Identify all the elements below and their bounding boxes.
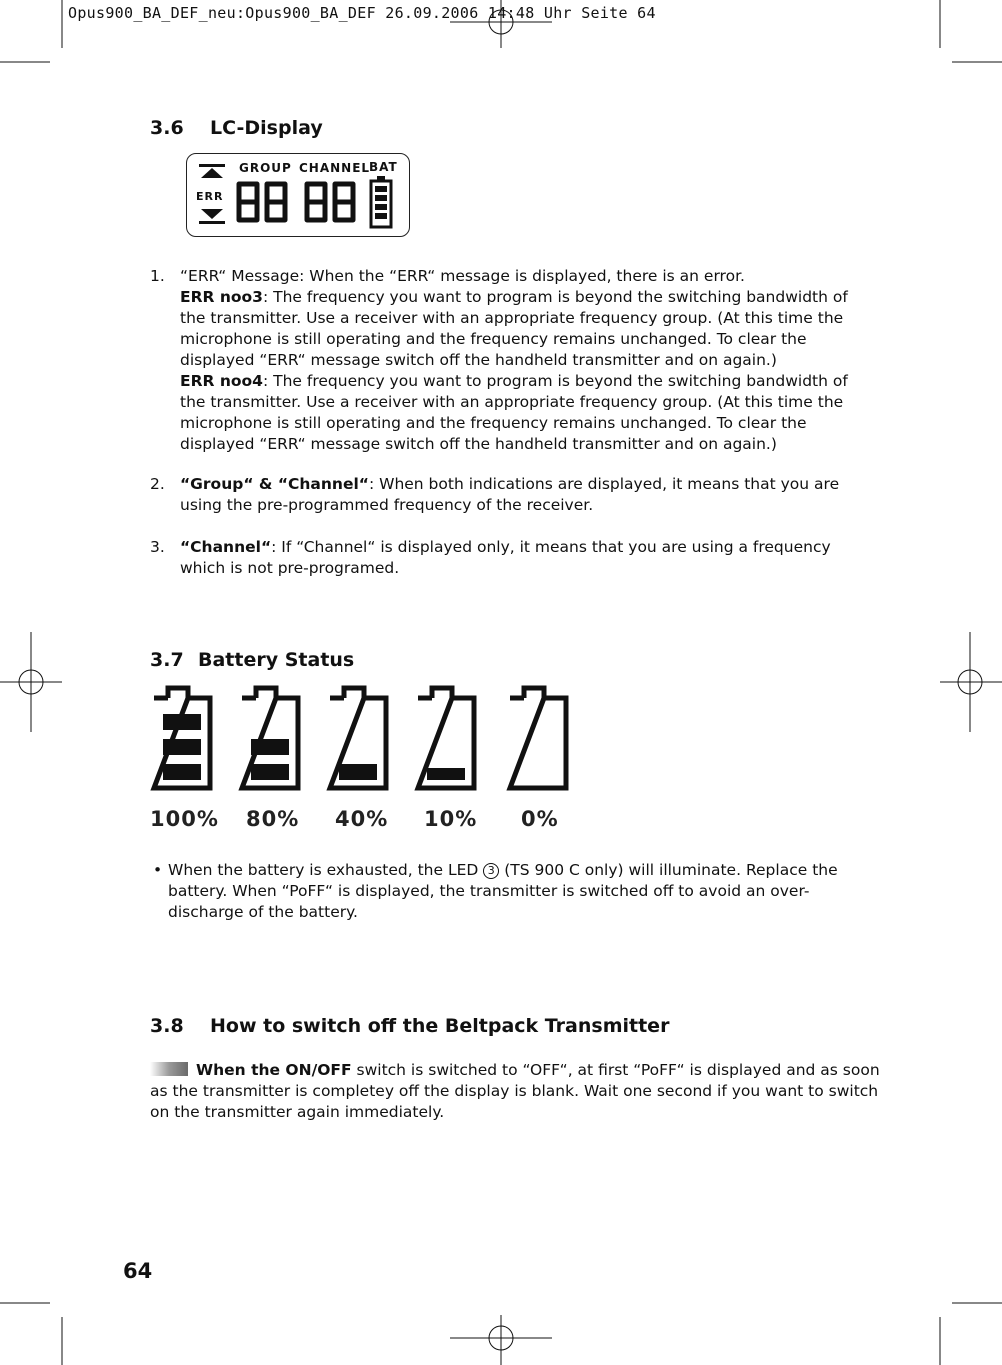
down-arrow-icon — [199, 209, 225, 224]
battery-bar — [339, 764, 377, 780]
gradient-marker-icon — [150, 1062, 188, 1076]
battery-bar — [427, 768, 465, 780]
battery-bar — [251, 764, 289, 780]
battery-cap — [524, 688, 544, 698]
battery-icon-0 — [510, 688, 566, 788]
err-noo4-text: : The frequency you want to program is beyond the switching bandwidth of the transmitter. Use a receiver with an appropriate frequency group. (At this time the microphone is still operating and the frequency remains unchanged. To clear the displayed “ERR“ message switch off the handheld transmitter and on again.) — [180, 372, 848, 453]
battery-icon-40 — [330, 688, 386, 788]
page-number: 64 — [123, 1259, 153, 1283]
err-noo4-paragraph — [180, 371, 870, 455]
err-intro: “ERR“ Message: When the “ERR“ message is displayed, there is an error. — [180, 267, 745, 285]
section-heading-switch-off — [150, 1015, 669, 1037]
lcd-segments — [187, 154, 409, 236]
section-number: 3.7 — [150, 649, 184, 671]
battery-label-10: 10% — [424, 807, 478, 831]
item-number: 1. — [150, 267, 165, 285]
battery-cap — [256, 688, 276, 698]
bullet: • — [153, 861, 163, 879]
item-number: 3. — [150, 538, 165, 556]
item-number: 2. — [150, 475, 165, 493]
channel-label: “Channel“ — [180, 538, 272, 556]
err-noo3-paragraph — [180, 287, 870, 371]
err-noo3-text: : The frequency you want to program is beyond the switching bandwidth of the transmitter. Use a receiver with an appropriate frequency group. (At this time the microphone is still operating and the frequency remains unchanged. To clear the displayed “ERR“ message switch off the handheld transmitter and on again.) — [180, 288, 848, 369]
battery-bar — [163, 739, 201, 755]
section-title: LC-Display — [210, 117, 323, 139]
battery-note-text-a: When the battery is exhausted, the LED — [168, 861, 479, 879]
battery-label-80: 80% — [246, 807, 300, 831]
list-item-channel — [150, 537, 870, 581]
section-title: Battery Status — [198, 649, 355, 671]
lcd-err-label: ERR — [196, 190, 224, 203]
battery-note-text-b: (TS 900 C only) will illuminate. Replace the battery. When “PoFF“ is displayed, the transmitter is switched off to avoid an over-discharge of the battery. — [168, 861, 838, 921]
battery-icon-80 — [242, 688, 298, 788]
seven-segment-digits — [239, 184, 353, 220]
battery-bar — [163, 764, 201, 780]
lcd-group-label: GROUP — [239, 161, 292, 175]
section-title: How to switch off the Beltpack Transmitter — [210, 1015, 670, 1037]
group-channel-label: “Group“ & “Channel“ — [180, 475, 369, 493]
battery-cap — [344, 688, 364, 698]
led-number-badge: 3 — [483, 863, 499, 879]
battery-label-100: 100% — [150, 807, 219, 831]
group-channel-text: : When both indications are displayed, it means that you are using the pre-programmed frequency of the receiver. — [180, 475, 840, 514]
lcd-channel-label: CHANNEL — [299, 161, 371, 175]
section-heading-battery-status — [150, 649, 354, 671]
battery-cap — [432, 688, 452, 698]
print-slug: Opus900_BA_DEF_neu:Opus900_BA_DEF 26.09.2006 14:48 Uhr Seite 64 — [68, 4, 656, 22]
battery-icon-10 — [418, 688, 474, 788]
battery-body — [510, 698, 566, 788]
battery-bar — [251, 739, 289, 755]
lcd-bat-label: BAT — [369, 160, 398, 174]
battery-icon-100 — [154, 688, 210, 788]
battery-label-40: 40% — [335, 807, 389, 831]
switch-off-text: switch is switched to “OFF“, at first “PoFF“ is displayed and as soon as the transmitter is completey off the display is blank. Wait one second if you want to switch on the transmitter again immediately. — [150, 1061, 880, 1121]
list-item-group-channel — [150, 474, 870, 518]
section-number: 3.6 — [150, 117, 184, 139]
battery-status-icons — [150, 684, 580, 794]
err-noo4-label: ERR noo4 — [180, 372, 263, 390]
section-number: 3.8 — [150, 1015, 184, 1037]
switch-off-paragraph — [150, 1060, 890, 1123]
lcd-display-illustration — [186, 153, 410, 237]
list-item-err-message — [150, 266, 870, 456]
section-heading-lc-display — [150, 117, 323, 139]
switch-off-lead: When the ON/OFF — [196, 1061, 352, 1079]
channel-text: : If “Channel“ is displayed only, it means that you are using a frequency which is not pre-programed. — [180, 538, 831, 577]
up-arrow-icon — [199, 164, 225, 178]
battery-label-0: 0% — [521, 807, 559, 831]
battery-cap — [168, 688, 188, 698]
err-noo3-label: ERR noo3 — [180, 288, 263, 306]
battery-bar — [163, 714, 201, 730]
lcd-battery-icon — [371, 176, 391, 227]
